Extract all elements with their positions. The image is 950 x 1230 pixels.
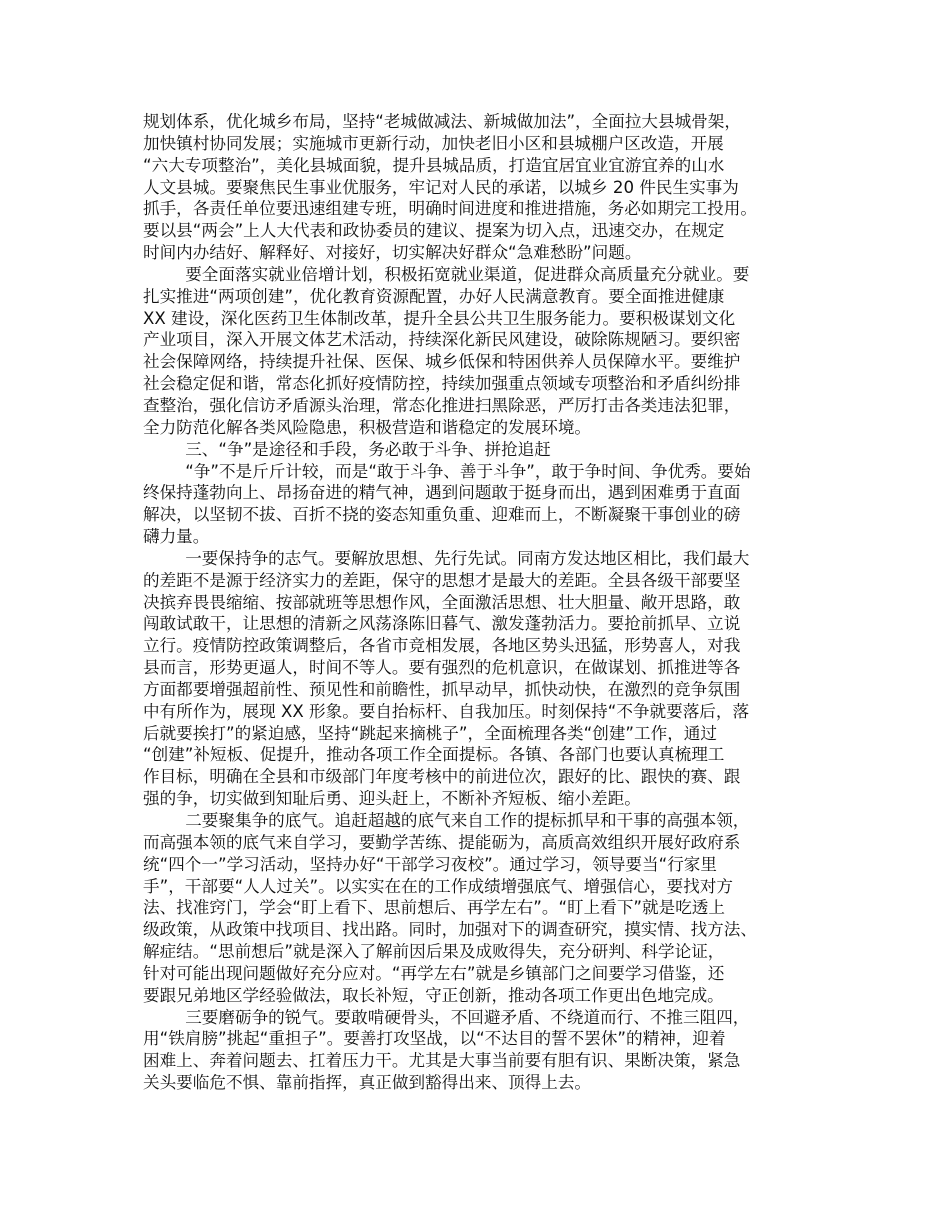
text-line: 加快镇村协同发展；实施城市更新行动，加快老旧小区和县城棚户区改造，开展: [143, 133, 724, 153]
text-line: 解症结。“思前想后”就是深入了解前因后果及成败得失，充分研判、科学论证，: [143, 942, 725, 962]
text-line: 针对可能出现问题做好充分应对。“再学左右”就是乡镇部门之间要学习借鉴，还: [143, 963, 725, 983]
text-line: 立行。疫情防控政策调整后，各省市竞相发展，各地区势头迅猛，形势喜人，对我: [143, 636, 741, 656]
text-line: 人文县城。要聚焦民生事业优服务，牢记对人民的承诺，以城乡 20 件民生实事为: [143, 177, 739, 197]
text-line: 查整治，强化信访矛盾源头治理，常态化推进扫黑除恶，严厉打击各类违法犯罪，: [143, 395, 741, 415]
text-line: 后就要挨打”的紧迫感，坚持“跳起来摘桃子”，全面梳理各类“创建”工作，通过: [143, 723, 717, 743]
text-line: 要以县“两会”上人大代表和政协委员的建议、提案为切入点，迅速交办，在规定: [143, 221, 725, 241]
section-heading: 三、“争”是途径和手段，务必敢于斗争、拼抢追赶: [143, 439, 551, 459]
text-line: 作目标，明确在全县和市级部门年度考核中的前进位次，跟好的比、跟快的赛、跟: [143, 767, 741, 787]
text-line: 统“四个一”学习活动，坚持办好“干部学习夜校”。通过学习，领导要当“行家里: [143, 854, 717, 874]
text-line: 而高强本领的底气来自学习，要勤学苦练、提能砺为，高质高效组织开展好政府系: [143, 832, 741, 852]
text-line: 县而言，形势更逼人，时间不等人。要有强烈的危机意识，在做谋划、抓推进等各: [143, 658, 741, 678]
text-line: 强的争，切实做到知耻后勇、迎头赶上，不断补齐短板、缩小差距。: [143, 789, 641, 809]
text-line: 抓手，各责任单位要迅速组建专班，明确时间进度和推进措施，务必如期完工投用。: [143, 199, 757, 219]
text-line: 决摈弃畏畏缩缩、按部就班等思想作风，全面激活思想、壮大胆量、敞开思路，敢: [143, 592, 741, 612]
text-line: 一要保持争的志气。要解放思想、先行先试。同南方发达地区相比，我们最大: [143, 548, 750, 568]
text-line: XX 建设，深化医药卫生体制改革，提升全县公共卫生服务能力。要积极谋划文化: [143, 308, 736, 328]
text-line: 产业项目，深入开展文体艺术活动，持续深化新民风建设，破除陈规陋习。要织密: [143, 330, 741, 350]
text-line: 闯敢试敢干，让思想的清新之风荡涤陈旧暮气、激发蓬勃活力。要抢前抓早、立说: [143, 614, 741, 634]
text-line: 法、找准窍门，学会“盯上看下、思前想后、再学左右”。“盯上看下”就是吃透上: [143, 898, 725, 918]
text-line: 解决，以坚韧不拔、百折不挠的姿态知重负重、迎难而上，不断凝聚干事创业的磅: [143, 505, 741, 525]
text-line: 社会稳定促和谐，常态化抓好疫情防控，持续加强重点领域专项整治和矛盾纠纷排: [143, 374, 741, 394]
text-line: 礴力量。: [143, 527, 210, 547]
text-line: 时间内办结好、解释好、对接好，切实解决好群众“急难愁盼”问题。: [143, 243, 642, 263]
text-line: 扎实推进“两项创建”，优化教育资源配置，办好人民满意教育。要全面推进健康: [143, 286, 725, 306]
text-line: 的差距不是源于经济实力的差距，保守的思想才是最大的差距。全县各级干部要坚: [143, 570, 741, 590]
text-line: 终保持蓬勃向上、昂扬奋进的精气神，遇到问题敢于挺身而出，遇到困难勇于直面: [143, 483, 741, 503]
text-line: 要跟兄弟地区学经验做法，取长补短，守正创新，推动各项工作更出色地完成。: [143, 985, 724, 1005]
text-line: 全力防范化解各类风险隐患，积极营造和谐稳定的发展环境。: [143, 417, 592, 437]
text-line: 手”，干部要“人人过关”。以实实在在的工作成绩增强底气、增强信心，要找对方: [143, 876, 733, 896]
text-line: 三要磨砺争的锐气。要敢啃硬骨头，不回避矛盾、不绕道而行、不推三阻四，: [143, 1007, 750, 1027]
text-line: 关头要临危不惧、靠前指挥，真正做到豁得出来、顶得上去。: [143, 1073, 592, 1093]
document-body: [143, 111, 823, 1094]
text-line: 规划体系，优化城乡布局，坚持“老城做减法、新城做加法”，全面拉大县城骨架，: [143, 112, 741, 131]
text-line: “创建”补短板、促提升，推动各项工作全面提标。各镇、各部门也要认真梳理工: [143, 745, 725, 765]
text-line: 方面都要增强超前性、预见性和前瞻性，抓早动早，抓快动快，在激烈的竞争氛围: [143, 679, 741, 699]
text-line: “争”不是斤斤计较，而是“敢于斗争、善于斗争”，敢于争时间、争优秀。要始: [143, 461, 751, 481]
text-line: “六大专项整治”，美化县城面貌，提升县城品质，打造宜居宜业宜游宜养的山水: [143, 155, 725, 175]
text-line: 用“铁肩膀”挑起“重担子”。要善打攻坚战，以“不达目的誓不罢休”的精神，迎着: [143, 1029, 726, 1049]
text-line: 二要聚集争的底气。追赶超越的底气来自工作的提标抓早和干事的高强本领，: [143, 811, 750, 830]
text-line: 中有所作为，展现 XX 形象。要自抬标杆、自我加压。时刻保持“不争就要落后，落: [143, 701, 750, 721]
text-line: 社会保障网络，持续提升社保、医保、城乡低保和特困供养人员保障水平。要维护: [143, 352, 741, 372]
text-line: 困难上、奔着问题去、扛着压力干。尤其是大事当前要有胆有识、果断决策，紧急: [143, 1051, 741, 1071]
text-line: 级政策，从政策中找项目、找出路。同时，加强对下的调查研究，摸实情、找方法、: [143, 920, 757, 940]
text-line: 要全面落实就业倍增计划，积极拓宽就业渠道，促进群众高质量充分就业。要: [143, 264, 750, 284]
